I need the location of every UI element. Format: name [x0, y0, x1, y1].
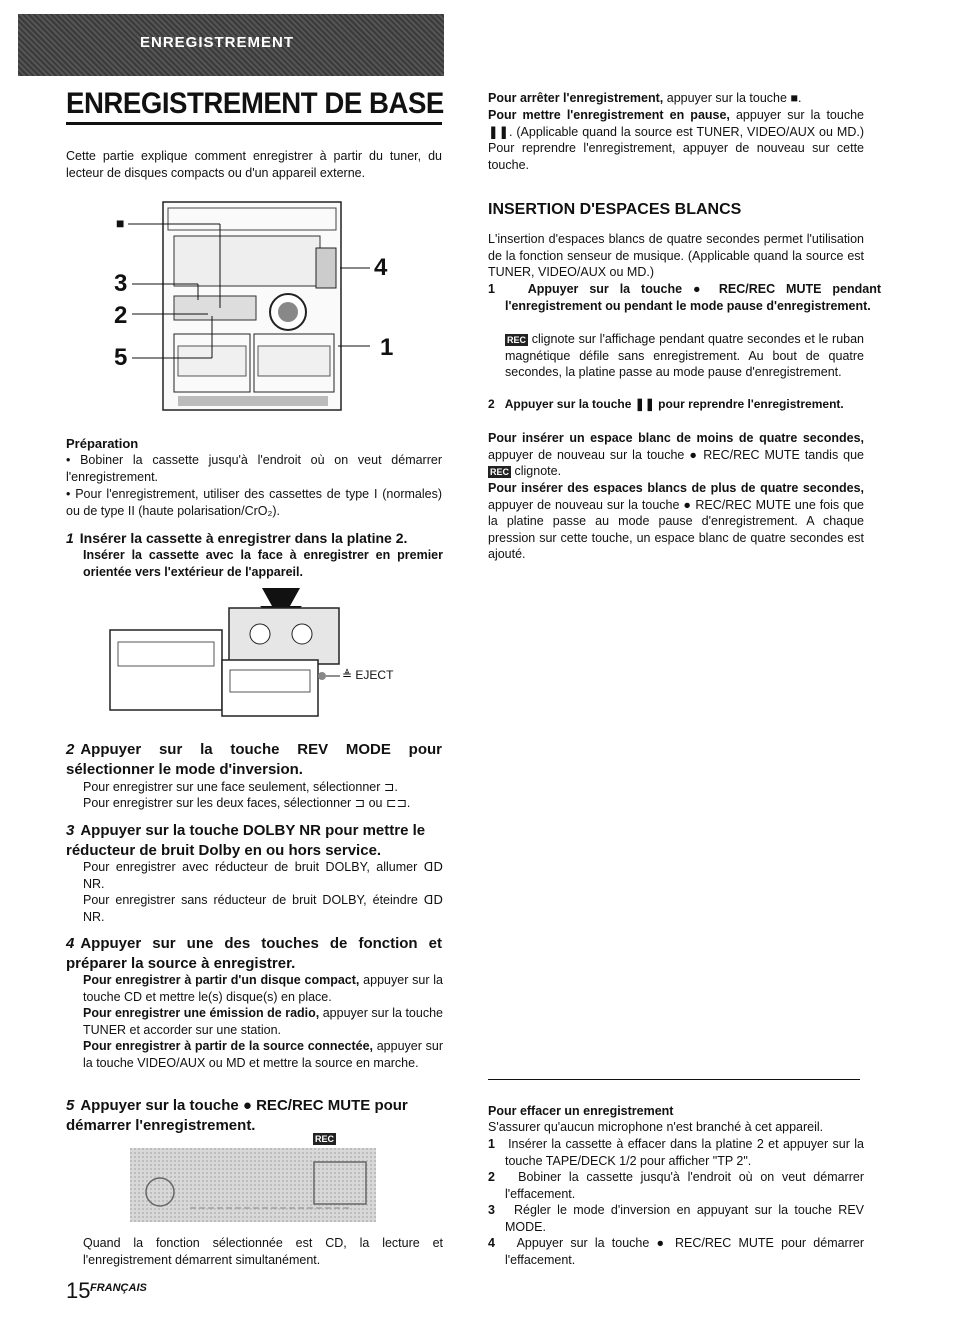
rec-indicator: REC — [315, 1134, 335, 1144]
list-item: 1 Insérer la cassette à effacer dans la platine 2 et appuyer sur la touche TAPE/DECK 1/2 pour afficher "TP 2". — [488, 1137, 864, 1168]
closing-note: Quand la fonction sélectionnée est CD, la lecture et l'enregistrement démarrent simultanément. — [83, 1236, 443, 1267]
blank-step-2-heading: 2 Appuyer sur la touche ❚❚ pour reprendre l'enregistrement. — [488, 397, 844, 411]
erase-heading: Pour effacer un enregistrement — [488, 1104, 674, 1118]
step-3-line: Pour enregistrer avec réducteur de bruit DOLBY, allumer ᗡᗞ NR. — [83, 860, 443, 891]
step-3-heading — [66, 821, 442, 861]
stop-recording-note: Pour arrêter l'enregistrement, appuyer sur la touche ■. — [488, 91, 802, 105]
section-heading: INSERTION D'ESPACES BLANCS — [488, 201, 742, 218]
step-number: 2 — [66, 741, 75, 758]
callout-5: 5 — [114, 344, 128, 371]
step-title: Appuyer sur la touche REV MODE pour sélectionner le mode d'inversion. — [66, 741, 442, 778]
blank-step-1-heading: 1 Appuyer sur la touche ● REC/REC MUTE pendant l'enregistrement ou pendant le mode pause d'enregistrement. — [488, 282, 881, 313]
eject-label: ≜ EJECT — [342, 668, 394, 682]
list-item: 3 Régler le mode d'inversion en appuyant sur la touche REV MODE. — [488, 1203, 865, 1234]
language-label: FRANÇAIS — [90, 1282, 147, 1294]
list-item: 2 Bobiner la cassette jusqu'à l'endroit où on veut démarrer l'effacement. — [488, 1170, 864, 1201]
long-blank-note: Pour insérer des espaces blancs de plus de quatre secondes, appuyer de nouveau sur la touche ● REC/REC MUTE une fois que la platine passe au mode pause d'enregistrement. A chaque pression sur cette touche, un espace blanc de quatre secondes est ajouté. — [488, 481, 864, 561]
page-title: ENREGISTREMENT DE BASE — [66, 87, 444, 120]
rec-indicator: REC — [490, 467, 510, 477]
stop-symbol: ■ — [116, 215, 125, 231]
step-5-heading — [66, 1096, 442, 1136]
rec-indicator: REC — [507, 335, 527, 345]
step-3-line: Pour enregistrer sans réducteur de bruit DOLBY, éteindre ᗡᗞ NR. — [83, 893, 443, 924]
list-item: 4 Appuyer sur la touche ● REC/REC MUTE pour démarrer l'effacement. — [488, 1236, 864, 1267]
step-2-line: Pour enregistrer sur une face seulement, sélectionner ⊐. — [83, 780, 398, 794]
step-1-detail: Insérer la cassette avec la face à enregistrer en premier orientée vers l'extérieur de l'appareil. — [83, 548, 443, 579]
prep-item: • Bobiner la cassette jusqu'à l'endroit où on veut démarrer l'enregistrement. — [66, 453, 442, 484]
callout-1: 1 — [380, 334, 394, 361]
step-title: Appuyer sur la touche DOLBY NR pour mettre le réducteur de bruit Dolby en ou hors service. — [66, 822, 426, 859]
short-blank-note: Pour insérer un espace blanc de moins de quatre secondes, appuyer de nouveau sur la touche ● REC/REC MUTE tandis que REC clignote. — [488, 431, 864, 478]
page-number: 15 — [66, 1278, 91, 1303]
callout-4: 4 — [374, 254, 388, 281]
intro-paragraph: Cette partie explique comment enregistrer à partir du tuner, du lecteur de disques compacts ou d'un appareil externe. — [66, 149, 442, 180]
prep-item: • Pour l'enregistrement, utiliser des cassettes de type I (normales) ou de type II (haute polarisation/CrO₂). — [66, 487, 442, 518]
section-intro: L'insertion d'espaces blancs de quatre secondes permet l'utilisation de la fonction senseur de musique. (Applicable quand la source est TUNER, VIDEO/AUX ou MD.) — [488, 232, 864, 279]
erase-intro: S'assurer qu'aucun microphone n'est branché à cet appareil. — [488, 1120, 824, 1134]
blank-step-1-detail: REC clignote sur l'affichage pendant quatre secondes et le ruban magnétique défile sans enregistrement. Au bout de quatre secondes, la platine passe au mode pause d'enregistrement. — [505, 332, 864, 379]
callout-2: 2 — [114, 302, 128, 329]
preparation-heading: Préparation — [66, 436, 139, 451]
step-number: 3 — [66, 822, 75, 839]
stereo-front-figure — [108, 196, 408, 422]
step-2-line: Pour enregistrer sur les deux faces, sélectionner ⊐ ou ⊏⊐. — [83, 796, 411, 810]
step-4-para: Pour enregistrer à partir d'un disque compact, appuyer sur la touche CD et mettre le(s) disque(s) en place. — [83, 973, 444, 1004]
step-4-heading — [66, 934, 442, 974]
step-4-para: Pour enregistrer à partir de la source connectée, appuyer sur la touche VIDEO/AUX ou MD et mettre la source en marche. — [83, 1039, 443, 1070]
step-4-para: Pour enregistrer une émission de radio, appuyer sur la touche TUNER et accorder sur une station. — [83, 1006, 443, 1037]
step-number: 5 — [66, 1097, 75, 1114]
erase-steps — [488, 1136, 864, 1268]
step-title: Appuyer sur la touche ● REC/REC MUTE pour démarrer l'enregistrement. — [66, 1097, 408, 1134]
step-title: Insérer la cassette à enregistrer dans la platine 2. — [79, 530, 408, 546]
callout-3: 3 — [114, 270, 128, 297]
step-1-heading — [66, 529, 442, 547]
pause-recording-note: Pour mettre l'enregistrement en pause, appuyer sur la touche ❚❚. (Applicable quand la source est TUNER, VIDEO/AUX ou MD.) Pour reprendre l'enregistrement, appuyer de nouveau sur cette touche. — [488, 108, 864, 172]
cassette-insertion-figure — [104, 588, 354, 720]
step-title: Appuyer sur une des touches de fonction et préparer la source à enregistrer. — [66, 935, 442, 972]
display-figure — [130, 1148, 376, 1222]
title-rule — [66, 122, 442, 125]
step-number: 4 — [66, 935, 75, 952]
step-number: 1 — [66, 530, 74, 546]
section-divider — [488, 1079, 860, 1080]
step-2-heading — [66, 740, 442, 780]
banner-label: ENREGISTREMENT — [140, 34, 295, 51]
